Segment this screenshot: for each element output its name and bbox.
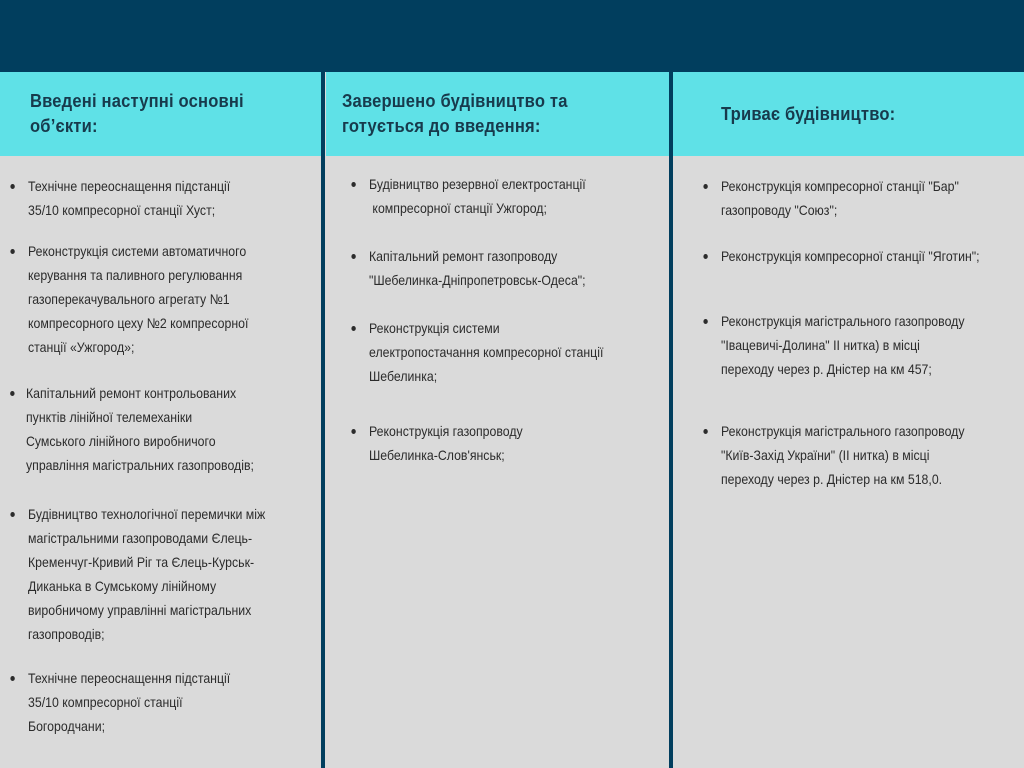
list-item: Технічне переоснащення підстанції 35/10 компресорної станції Богородчани;: [28, 666, 230, 738]
column-divider-left: [321, 72, 325, 768]
list-item: Реконструкція системи електропостачання компресорної станції Шебелинка;: [369, 316, 603, 388]
bullet-icon: [10, 391, 14, 396]
list-item: Реконструкція магістрального газопроводу "Київ-Захід України" (ІІ нитка) в місці переходу через р. Дністер на км 518,0.: [721, 419, 964, 491]
bullet-icon: [10, 249, 14, 254]
column-1-title: Введені наступні основні об’єкти:: [30, 91, 244, 136]
top-banner: [0, 0, 1024, 72]
list-item: Реконструкція газопроводу Шебелинка-Слов'янськ;: [369, 419, 523, 467]
bullet-icon: [351, 429, 355, 434]
bullet-icon: [10, 512, 14, 517]
list-item: Реконструкція компресорної станції "Бар" газопроводу "Союз";: [721, 174, 959, 222]
bullet-icon: [703, 319, 707, 324]
column-divider-right: [669, 72, 673, 768]
bullet-icon: [351, 182, 355, 187]
bullet-icon: [10, 184, 14, 189]
list-item: Технічне переоснащення підстанції 35/10 компресорної станції Хуст;: [28, 174, 230, 222]
bullet-icon: [703, 429, 707, 434]
list-item: Будівництво технологічної перемички між магістральними газопроводами Єлець- Кременчуг-Кривий Ріг та Єлець-Курськ- Диканька в Сумському лінійному виробничому управлінні магістральних газопроводів;: [28, 502, 265, 646]
bullet-icon: [703, 254, 707, 259]
column-3-title: Триває будівництво:: [721, 103, 896, 124]
column-2-title: Завершено будівництво та готується до введення:: [342, 91, 568, 136]
list-item: Капітальний ремонт контрольованих пунктів лінійної телемеханіки Сумського лінійного виробничого управління магістральних газопроводів;: [26, 381, 254, 477]
column-3-header: [673, 72, 1024, 156]
bullet-icon: [351, 254, 355, 259]
list-item: Реконструкція компресорної станції "Яготин";: [721, 244, 980, 268]
column-1-header: [0, 72, 322, 156]
bullet-icon: [351, 326, 355, 331]
list-item: Реконструкція системи автоматичного керування та паливного регулювання газоперекачувального агрегату №1 компресорного цеху №2 компресорної станції «Ужгород»;: [28, 239, 248, 359]
column-2-header: [326, 72, 669, 156]
list-item: Будівництво резервної електростанції компресорної станції Ужгород;: [369, 172, 586, 220]
list-item: Капітальний ремонт газопроводу "Шебелинка-Дніпропетровськ-Одеса";: [369, 244, 586, 292]
list-item: Реконструкція магістрального газопроводу "Івацевичі-Долина" ІІ нитка) в місці переходу через р. Дністер на км 457;: [721, 309, 964, 381]
bullet-icon: [10, 676, 14, 681]
bullet-icon: [703, 184, 707, 189]
